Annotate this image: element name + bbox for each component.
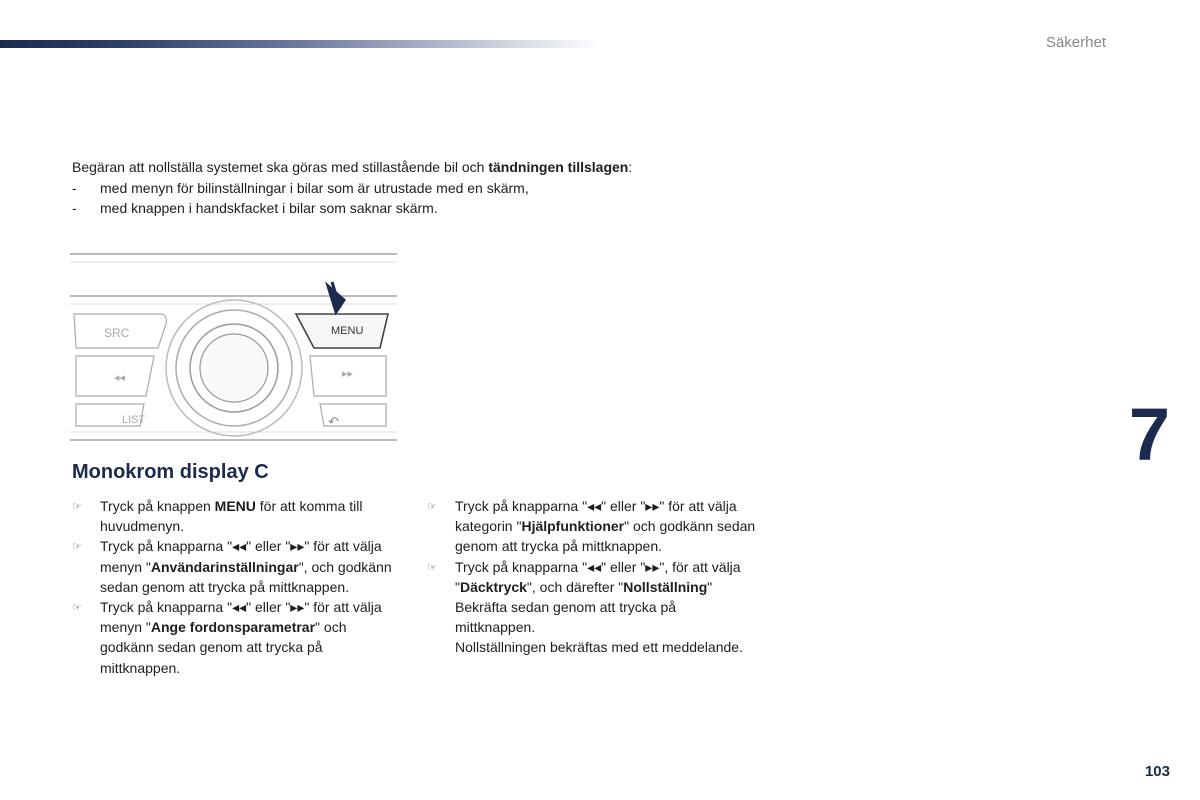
list-label: LIST [122,414,146,426]
next-label: ▸▸ [342,368,354,380]
intro-colon: : [628,159,633,175]
section-title: Säkerhet [1045,34,1106,51]
src-label: SRC [104,326,130,340]
list-item: ☞ Tryck på knapparna "◂◂" eller "▸▸" för att välja menyn "Användarinställningar", och godkänn sedan genom att trycka på mittknappen. [72,536,402,597]
list-item: ☞ Tryck på knapparna "◂◂" eller "▸▸", för att välja "Däcktryck", och därefter "Nollställning" Bekräfta sedan genom att trycka på mittknappen. [427,557,757,638]
header-gradient-bar [0,40,600,48]
pointing-finger-icon: ☞ [72,602,82,615]
list-item: ☞ Tryck på knapparna "◂◂" eller "▸▸" för att välja menyn "Ange fordonsparametrar" och godkänn sedan genom att trycka på mittknappen. [72,597,402,678]
knob-center [200,334,268,402]
intro-item-text: med menyn för bilinställningar i bilar som är utrustade med en skärm, [100,179,529,196]
left-column [72,496,402,678]
list-item: ☞ Tryck på knapparna "◂◂" eller "▸▸" för att välja kategorin "Hjälpfunktioner" och godkänn sedan genom att trycka på mittknappen. [427,496,757,557]
pointer-arrow-icon [328,282,344,312]
pointing-finger-icon: ☞ [72,501,82,513]
pointing-finger-icon: ☞ [427,561,437,574]
pointing-finger-icon: ☞ [72,541,82,554]
intro-bold: tändningen tillslagen [488,159,629,175]
dash: - [72,179,77,196]
menu-label: MENU [331,325,364,337]
intro-paragraph [72,157,772,219]
page-number: 103 [1144,763,1170,780]
section-heading: Monokrom display C [72,461,269,483]
right-column [427,496,757,658]
intro-item-text: med knappen i handskfacket i bilar som saknar skärm. [100,200,438,216]
intro-item [72,198,772,219]
intro-item [72,178,772,199]
prev-label: ◂◂ [114,372,126,384]
dash: - [72,200,77,216]
chapter-number: 7 [1128,393,1170,476]
list-item: ☞ Tryck på knappen MENU för att komma till huvudmenyn. [72,496,402,536]
intro-text: Begäran att nollställa systemet ska göras med stillastående bil och [72,159,489,175]
confirmation-note: Nollställningen bekräftas med ett meddelande. [455,639,743,656]
control-panel-illustration [70,252,397,442]
pointing-finger-icon: ☞ [427,501,437,513]
intro-line [72,157,772,178]
back-icon: ↶ [328,415,339,430]
